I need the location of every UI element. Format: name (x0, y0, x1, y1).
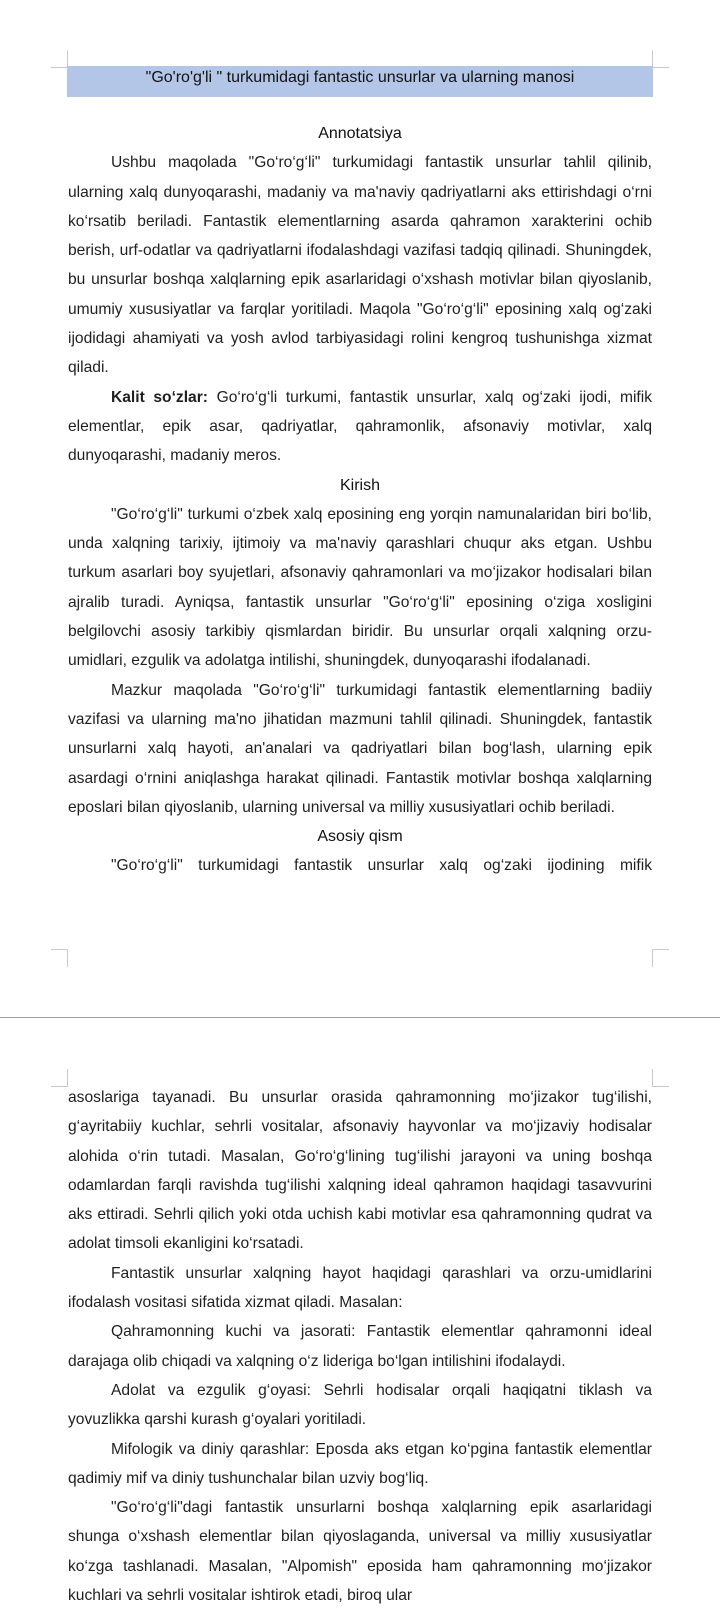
margin-corner-top-left (51, 50, 68, 68)
page-2-body (68, 1083, 652, 1610)
page-1-body (68, 66, 652, 881)
body-paragraph-5: Mifologik va diniy qarashlar: Eposda aks etgan ko‘pgina fantastik elementlar qadimiy mif va diniy tushunchalar bilan uzviy bog‘liq. (68, 1440, 652, 1487)
intro-heading: Kirish (339, 476, 380, 494)
annotation-paragraph: Ushbu maqolada "Go‘ro‘g‘li" turkumidagi fantastik unsurlar tahlil qilinib, ularning xalq dunyoqarashi, madaniy va ma'naviy qadriyatlarni aks ettirishdagi o‘rni ko‘rsatib beriladi. Fantastik elementlarning asarda qahramon xarakterini ochib berish, urf-odatlar va qadriyatlarni ifodalashdagi vazifasi tadqiq qilinadi. Shuningdek, bu unsurlar boshqa xalqlarning epik asarlaridagi o‘xshash motivlar bilan qiyoslanib, umumiy xususiyatlar va farqlar yoritiladi. Maqola "Go‘ro‘g‘li" eposining xalq og‘zaki ijodidagi ahamiyati va yosh avlod tarbiyasidagi rolini kengroq tushunishga xizmat qiladi. (68, 154, 652, 377)
main-paragraph-1-continued: asoslariga tayanadi. Bu unsurlar orasida qahramonning mo‘jizakor tug‘ilishi, g‘ayritabiiy kuchlar, sehrli vositalar, afsonaviy hayvonlar va mo‘jizaviy hodisalar alohida o‘rin tutadi. Masalan, Go‘ro‘g‘lining tug‘ilishi jarayoni va uning boshqa odamlardan farqli ravishda tug‘ilishi xalqning ideal qahramon haqidagi tasavvurini aks ettiradi. Sehrli qilich yoki otda uchish kabi motivlar esa qahramonning qudrat va adolat timsoli ekanligini ko‘rsatadi. (68, 1089, 652, 1253)
keywords-label: Kalit so‘zlar: (111, 388, 208, 406)
keywords-paragraph (68, 383, 652, 471)
main-paragraph-1-start: "Go‘ro‘g‘li" turkumidagi fantastik unsurlar xalq og‘zaki ijodining mifik (111, 857, 652, 875)
margin-corner-top-right (652, 50, 669, 68)
body-paragraph-4: Adolat va ezgulik g‘oyasi: Sehrli hodisalar orqali haqiqatni tiklash va yovuzlikka qarshi kurash g‘oyalari yoritiladi. (68, 1381, 652, 1429)
body-paragraph-6: "Go‘ro‘g‘li"dagi fantastik unsurlarni boshqa xalqlarning epik asarlaridagi shunga o‘xshash elementlar bilan qiyoslaganda, universal va milliy xususiyatlar ko‘zga tashlanadi. Masalan, "Alpomish" eposida ham qahramonning mo‘jizakor kuchlari va sehrli vositalar ishtirok etadi, biroq ular (68, 1499, 652, 1605)
body-paragraph-2: Fantastik unsurlar xalqning hayot haqidagi qarashlari va orzu-umidlarini ifodalash vositasi sifatida xizmat qiladi. Masalan: (68, 1264, 652, 1312)
body-paragraph-3: Qahramonning kuchi va jasorati: Fantastik elementlar qahramonni ideal darajaga olib chiqadi va xalqning o‘z lideriga bo‘lgan intilishini ifodalaydi. (68, 1323, 652, 1370)
margin-corner-top-left (51, 1069, 68, 1087)
document-title: "Go'ro'g'li " turkumidagi fantastic unsurlar va ularning manosi (67, 66, 653, 97)
page-separator (0, 1017, 720, 1018)
main-heading: Asosiy qism (317, 828, 403, 846)
keywords-text: Go‘ro‘g‘li turkumi, fantastik unsurlar, xalq og‘zaki ijodi, mifik elementlar, epik asar, qadriyatlar, qahramonlik, afsonaviy motivlar, xalq dunyoqarashi, madaniy meros. (68, 388, 653, 465)
margin-corner-bottom-right (652, 949, 669, 967)
intro-paragraph-2: Mazkur maqolada "Go‘ro‘g‘li" turkumidagi fantastik elementlarning badiiy vazifasi va ularning ma'no jihatidan mazmuni tahlil qilinadi. Shuningdek, fantastik unsurlarni xalq hayoti, an'analari va qadriyatlari bilan bog‘lash, ularning epik asardagi o‘rnini aniqlashga harakat qilinadi. Fantastik motivlar boshqa xalqlarning eposlari bilan qiyoslanib, ularning universal va milliy xususiyatlari ochib beriladi. (68, 681, 652, 816)
margin-corner-top-right (652, 1069, 669, 1087)
intro-paragraph-1: "Go‘ro‘g‘li" turkumi o‘zbek xalq eposining eng yorqin namunalaridan biri bo‘lib, unda xalqning tarixiy, ijtimoiy va ma'naviy qarashlari chuqur aks etgan. Ushbu turkum asarlari boy syujetlari, afsonaviy qahramonlari va mo‘jizakor hodisalari bilan ajralib turadi. Ayniqsa, fantastik unsurlar "Go‘ro‘g‘li" eposining o‘ziga xosligini belgilovchi asosiy tarkibiy qismlardan biridir. Bu unsurlar orqali xalqning orzu-umidlari, ezgulik va adolatga intilishi, shuningdek, dunyoqarashi ifodalanadi. (68, 505, 652, 670)
margin-corner-bottom-left (51, 949, 68, 967)
annotation-heading: Annotatsiya (318, 125, 402, 142)
